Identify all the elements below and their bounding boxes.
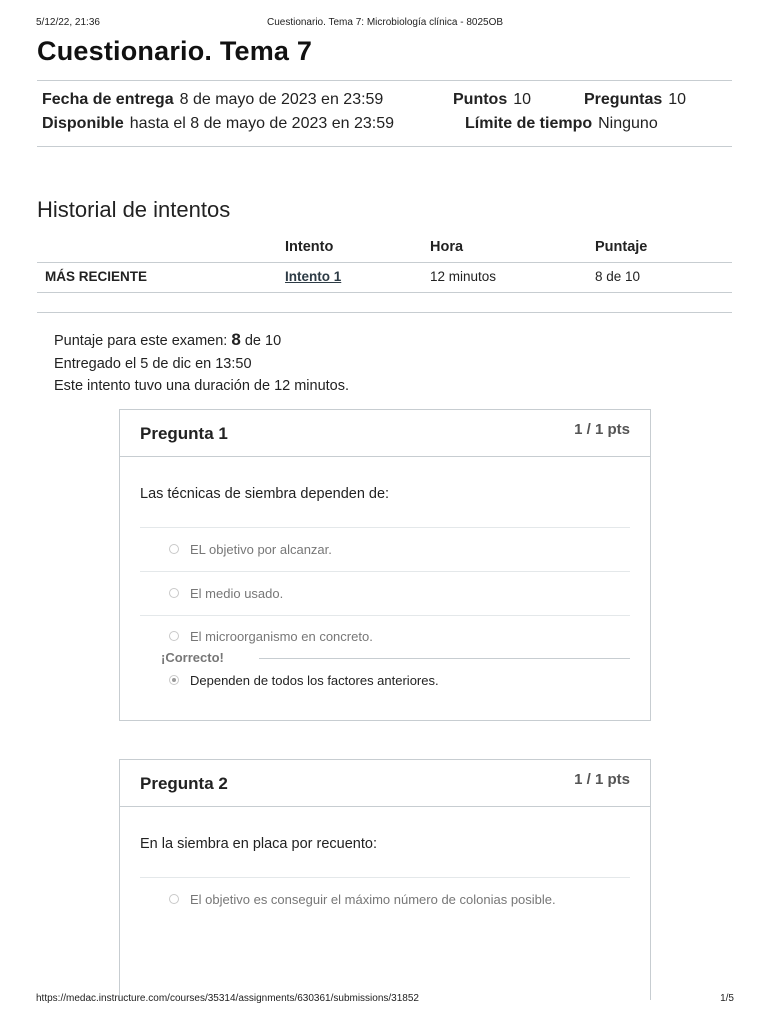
question-text: Las técnicas de siembra dependen de:: [140, 486, 390, 502]
due-date-label: Fecha de entrega: [42, 91, 174, 108]
points-label: Puntos: [453, 91, 508, 108]
page-title: Cuestionario. Tema 7: [37, 36, 313, 66]
questions-value: 10: [668, 91, 687, 108]
availability: [42, 115, 394, 133]
divider: [37, 80, 732, 81]
correct-answer-divider: [259, 658, 630, 659]
question-card-1: [119, 409, 651, 721]
table-divider: [37, 262, 732, 263]
answer-option-selected: Dependen de todos los factores anteriores.: [190, 673, 439, 688]
points-value: 10: [513, 91, 532, 108]
divider: [37, 146, 732, 147]
score-prefix: Puntaje para este examen:: [54, 333, 228, 349]
table-divider: [37, 292, 732, 293]
attempt-score: 8 de 10: [595, 269, 641, 284]
print-date: 5/12/22, 21:36: [36, 17, 100, 28]
radio-button[interactable]: [169, 631, 179, 641]
radio-button-selected[interactable]: [169, 675, 179, 685]
attempt-duration: Este intento tuvo una duración de 12 minutos.: [54, 378, 350, 394]
attempt-time: 12 minutos: [430, 269, 497, 284]
answer-divider: [140, 527, 630, 528]
answer-option: El medio usado.: [190, 586, 284, 601]
time-limit-value: Ninguno: [598, 115, 658, 132]
column-header-time: Hora: [430, 239, 464, 255]
radio-button[interactable]: [169, 894, 179, 904]
time-limit-label: Límite de tiempo: [465, 115, 593, 132]
due-date-value: 8 de mayo de 2023 en 23:59: [179, 91, 384, 108]
column-header-score: Puntaje: [595, 239, 648, 255]
due-date: [42, 91, 383, 109]
question-header: [120, 760, 650, 807]
question-points: 1 / 1 pts: [574, 771, 630, 788]
print-document-title: Cuestionario. Tema 7: Microbiología clínica - 8025OB: [266, 17, 504, 28]
answer-option: El objetivo es conseguir el máximo número de colonias posible.: [190, 892, 556, 907]
row-label-most-recent: MÁS RECIENTE: [45, 269, 148, 284]
radio-button[interactable]: [169, 544, 179, 554]
print-url: https://medac.instructure.com/courses/35314/assignments/630361/submissions/31852: [36, 993, 419, 1004]
divider: [37, 312, 732, 313]
question-points: 1 / 1 pts: [574, 421, 630, 438]
points: [453, 91, 531, 109]
question-title: Pregunta 1: [140, 424, 228, 443]
answer-divider: [140, 571, 630, 572]
time-limit: [465, 115, 658, 133]
questions-count: [584, 91, 686, 109]
correct-answer-label: ¡Correcto!: [161, 650, 224, 665]
attempt-history-title: Historial de intentos: [37, 197, 231, 222]
answer-divider: [140, 615, 630, 616]
available-label: Disponible: [42, 115, 124, 132]
radio-button[interactable]: [169, 588, 179, 598]
question-card-2: [119, 759, 651, 1000]
available-value: hasta el 8 de mayo de 2023 en 23:59: [129, 115, 394, 132]
attempt-1-link[interactable]: Intento 1: [285, 269, 342, 284]
page-number: 1/5: [720, 993, 734, 1004]
answer-divider: [140, 877, 630, 878]
print-footer: [36, 993, 734, 1004]
score-suffix: de 10: [244, 333, 282, 349]
answer-option: EL objetivo por alcanzar.: [190, 542, 332, 557]
question-header: [120, 410, 650, 457]
score-value: 8: [231, 330, 241, 349]
column-header-attempt: Intento: [285, 239, 334, 255]
print-header: [36, 17, 734, 31]
questions-label: Preguntas: [584, 91, 663, 108]
submitted-date: Entregado el 5 de dic en 13:50: [54, 356, 252, 372]
exam-score: [54, 330, 281, 350]
question-text: En la siembra en placa por recuento:: [140, 836, 377, 852]
answer-option: El microorganismo en concreto.: [190, 629, 373, 644]
question-title: Pregunta 2: [140, 774, 228, 793]
